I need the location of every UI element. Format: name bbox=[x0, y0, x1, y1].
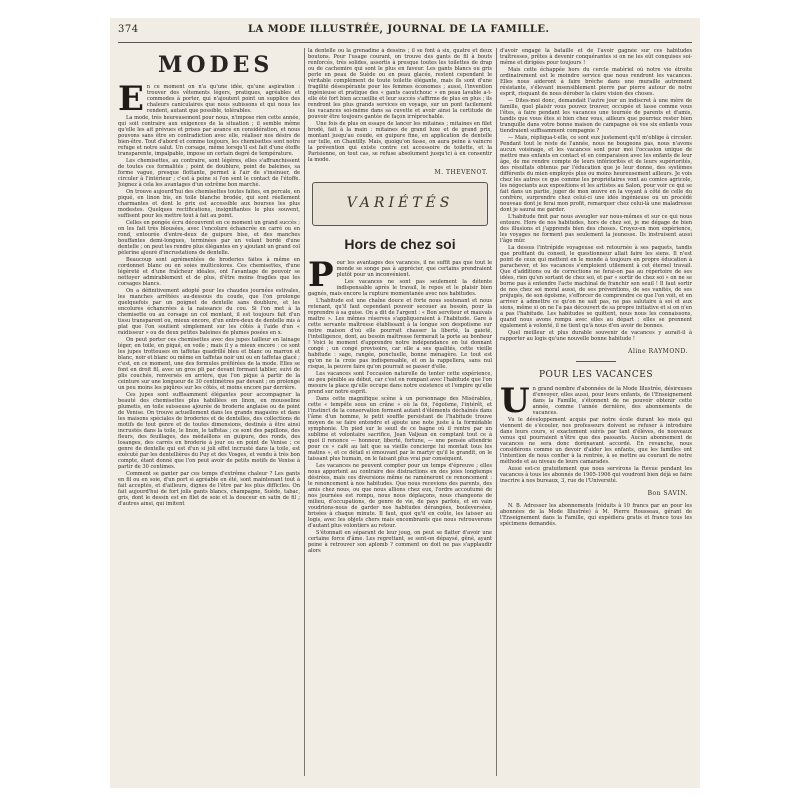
modes-continued-paragraph: la dentelle ou la grenadine à dessins ; il se font à six, quatre et deux boutons. Pour l'usage courant, on trouve des gants de fil à bouts renforcés, très solides, assortis à presque toutes les toilettes de drap ou de cachemire qui sont le plus en faveur. Les gants blancs ou gris perle en peau de Suède ou en peau glacée, restent cependant le véritable complément de toute toilette élégante, mais ils sont d'une fragilité désespérante pour les femmes économes ; aussi, l'invention ingénieuse et pratique des « gants caoutchouc » en peau lavable a-t-elle été fort bien accueillie et leur succès s'affirme de plus en plus ; ils rendront les plus grands services en voyage, sur un pont facilement les vacances soi-même dans sa cuvette et avoir ainsi la certitude de pouvoir être toujours gantée de façon irréprochable. bbox=[308, 48, 492, 120]
page-number: 374 bbox=[118, 24, 139, 35]
vacances-note: N. B. Adresser les abonnements (réduits à 10 francs par an pour les abonnées de la Mode Illustrée) à M. Pierre Rousseau, gérant de l'Enseignement dans la Famille, qui expédiera gratis et franco tous les spécimens demandés. bbox=[500, 503, 692, 527]
vacances-paragraph: Aussi est-ce gratuitement que nous servirons la Revue pendant les vacances à tous les abonnés de 1905-1906 qui voudront bien déjà se faire inscrire à nos bureaux, 3, rue de l'Université. bbox=[500, 466, 692, 484]
column-3 bbox=[500, 48, 692, 776]
modes-continued-paragraph: Une fois de plus on essaye de lancer les mitaines ; mitaines en filet brodé, fait à la main : mitaines de grand luxe et de grand prix, montant jusqu'au coude, en guipure fine, en application de dentelle sur tulle, en Chantilly. Mais, quoiqu'on fasse, on aura peine à vaincre la prévention qui existe contre cet accessoire de toilette, et la Parisienne, on tout cas, se refuse absolument jusqu'ici à en consentir la mode. bbox=[308, 121, 492, 163]
vacances-paragraph: U n grand nombre d'abonnées de la Mode Illustrée, désireuses d'envoyer, elles aussi, pour leurs enfants, de l'Enseignement dans la Famille, s'étonnent de ne pouvoir obtenir cette année, comme l'année dernière, des abonnements de vacances. bbox=[500, 381, 692, 421]
varietes-continued-paragraph: d'avoir engagé la bataille et de l'avoir gagnée sur ces habitudes traîtresses, prêtes à devenir conquérantes si on ne les eût conquises soi-même et dirigées pour toujours ! bbox=[500, 48, 692, 66]
varietes-paragraph: Les vacances ne sont pas seulement la détente indispensable après le travail, le repos et le plaisir bien gagnés, mais encore la rupture momentanée avec nos habitudes. bbox=[308, 279, 492, 297]
column-divider-2 bbox=[496, 48, 497, 776]
vacances-signature: Bon SAVIN. bbox=[647, 490, 688, 497]
modes-heading: MODES bbox=[158, 52, 274, 78]
modes-dropcap: E bbox=[118, 79, 144, 119]
varietes-dropcap: P bbox=[308, 255, 334, 295]
modes-paragraph: Beaucoup sont agrémentées de broderies faites à même en cordonnet blanc ou en soies multicolores. Ces chemisettes, d'une légèreté et d'une fraîcheur idéales, ont l'avantage de pouvoir se nettoyer admirablement et de plus, d'être moins fragiles que les corsages blancs. bbox=[118, 257, 300, 287]
column-2 bbox=[308, 48, 492, 776]
column-divider-1 bbox=[304, 48, 305, 776]
varietes-banner bbox=[312, 182, 488, 226]
section-divider bbox=[576, 361, 616, 362]
article-title-pour-les-vacances: POUR LES VACANCES bbox=[539, 370, 653, 380]
varietes-paragraph: L'habitude est une chaîne douce et forte nous soutenant et nous retenant, qu'il faut cependant pouvoir secouer au besoin, pour la reprendre à sa guise. On a dit de l'argent : « Bon serviteur et mauvais maître ». Les mêmes réserves s'appliqueraient à l'habitude. Gare à cette servante maîtresse établissant à la longue son despotisme sur notre maison d'où elle pourrait chasser la liberté, la gaieté, l'intelligence, dont, au besoin maîtresse fermerait la porte au bonheur ! Voici le moment d'apprendre notre indépendance en lui donnant congé ; un congé provisoire, car elle a ses qualités, cette vieille habitude : sage, rangée, ponctuelle, bonne ménagère. Le tout est qu'on ne la croie pas indispensable, et on la rappellera, sans nul risque, la peuvre faire qu'on pourrait se passer d'elle. bbox=[308, 298, 492, 370]
modes-signature: M. THEVENOT. bbox=[434, 169, 488, 176]
varietes-continued-paragraph: La dessus l'intrépide voyageuse est retournée à ses paquets, tandis que profitant du conseil, le questionneur allait faire les siens. Il n'est point de ceux qui mettent en le monde à toujours en propre éducation à parachever, et les vacances s'emploient utilement à cet éternel travail. Que d'additions ou de corrections ne ferai-on pas au répertoire de ses idées, rien qu'en sortant de chez soi, et par « sortir de chez soi » on ne se borne pas à entendre l'acte machinal de franchir son seuil ! Il faut sortir de nos chez soi moral aussi, de ses préventions, de ses vanités, de ses préjugés, de son égoïsme, s'efforcer de comprendre ce que l'on voit, et en arriver à admettre ce qu'on ne sait pas, ne pas salutaire à soi et aux siens, même si on ne l'a pas découvert de sa propre initiative et si on n'en a pas l'habitude. Les habitudes se quittent, nous nous les connaissons, quand nous avons rompu avec elles au départ ; elles se prennent également à volonté, il ne tient qu'à nous d'en avoir de bonnes. bbox=[500, 245, 692, 329]
column-1 bbox=[118, 48, 300, 776]
modes-paragraph: Ces jupes sont suffisamment élégantes pour accompagner la beauté des chemisettes plus habillées en linon, en mousseline plumetis, en toile suisseuse ajourée de broderie anglaise ou de point de Venise. On trouve actuellement dans les grands magasins et dans les maisons spéciales de broderies et de dentelles, des collections de motifs de tout genre et de toutes dimensions, destinés à être ainsi incrustés dans la toile, le linon, le taffetas ; ce sont des papillons, des fleurs, des feuillages, des médaillons en guipure, des ronds, des losanges, des carrés en broderie à jour ou en point de Venise ; ce genre de dentelle qui est d'un si joli effet incrusté dans la toile, est exécuté par les dentellières du Puy et des Vosges, et vendu à très bon compte, étant donné que l'on peut avoir de petits motifs de Venise à partir de 30 centimes. bbox=[118, 392, 300, 470]
article-title-hors-de-chez-soi: Hors de chez soi bbox=[344, 236, 456, 252]
magazine-page bbox=[110, 18, 700, 788]
varietes-paragraph: S'étonnait en séparant de leur joug, on peut se flatter d'avoir une certaine force d'âme. Les regrettant, se sent-on dépaysé, gêné, ayant peine à retrouver son aplomb ? comment on doit ne pas s'applaudir alors bbox=[308, 530, 492, 554]
varietes-paragraph: Dans cette magnifique scène à un personnage des Misérables, cette « tempête sous un crâne » où la foi, l'égoïsme, l'intérêt, et l'instinct de la conservation forment autant d'éléments déchaînés dans l'âme d'un homme, le petit souffle persistant de l'habitude trouve moyen de se faire entendre et ajoute une note juste à la formidable symphonie. Un pied sur le seuil de ce bagne où il rentre par un sublime et volontaire sacrifice, Jean Valjean en comptant tout ce à quoi il renonce — honneur, liberté, fortune, — une pensée attendrie pour ce « café au lait que sa vieille concierge lui montait tous les matins », et ce détail si émouvant par le martyr qu'il le grandit, on le laissant plus humain, on le faisant plus vrai par conséquent. bbox=[308, 396, 492, 462]
modes-paragraph: Comment se ganter par ces temps d'extrême chaleur ? Les gants en fil ou en soie, d'un port si agréable en été, sont maintenant tout à fait acceptés, et d'ailleurs, dignes de l'être par les plus difficiles. On fait aujourd'hui de fort jolis gants blancs, champagne, Suède, tabac, gris, dont le dessin est en filet de soie et la douceur en satin de fil ; d'autres ainsi, qui imitent bbox=[118, 471, 300, 507]
header-rule bbox=[118, 42, 692, 43]
varietes-continued-paragraph: — Dites-moi donc, demandait l'autre jour un indiscret à une mère de famille, quel plaisir vous pouvez trouver, occupée et lasse comme vous l'êtes, à faire pendant les vacances une tournée de parents et d'amis, tandis que vous êtes si bien chez vous, ailleurs que pourriez rester bien tranquille dans votre bonne maison de campagne où vos six enfants vous tiendraient suffisamment compagnie ? bbox=[500, 98, 692, 134]
modes-paragraph: E n ce moment on n'a qu'une idée, qu'une aspiration : trouver des vêtements légers, pratiques, agréables et commodes à porter, qui n'ajoutent point un supplice des chaleurs caniculaires que nous subissons et qui nous les rendent, autant que possible, tolérables. bbox=[118, 79, 300, 119]
varietes-signature: Aline RAYMOND. bbox=[628, 348, 688, 355]
modes-paragraph: On trouve aujourd'hui des chemisettes toutes faites, en percale, en piqué, en linon bis, en toile blanche brodée, qui sont réellement charmantes et dont le prix est accessible aux bourses les plus modestes. Quelques rectifications, insignifiantes le plus souvent, suffisent pour les mettre tout à fait au point. bbox=[118, 189, 300, 219]
varietes-paragraph: Les vacances sont l'occasion naturelle de tenter cette expérience, au peu pénible au début, car c'est en rompant avec l'habitude que l'on mesure la place qu'elle occupe dans notre existence et l'empire qu'elle prend sur notre esprit. bbox=[308, 371, 492, 395]
journal-title: LA MODE ILLUSTRÉE, JOURNAL DE LA FAMILLE. bbox=[248, 24, 550, 35]
varietes-continued-paragraph: Mais cette échappée hors du cercle matériel où notre vie étroite ordinairement est le moindre service que nous rendront les vacances. Elles nous aideront à faire brèche dans une muraille autrement résistante, s'élevant insensiblement pierre par pierre autour de notre esprit, risquant de nous dérober la claire vision des choses. bbox=[500, 67, 692, 97]
modes-paragraph: La mode, très heureusement pour nous, n'impose rien cette année, qui soit contraire aux exigences de la situation ; il semble même qu'elle les ait prévues et prises par avance en considération, et nous pouvons sans être en contradiction avec elle, réaliser nos désirs de bien-être. Tout d'abord et comme toujours, les chemisettes sont notre refuge et notre salut. Un corsage, même lorsqu'il est fait d'une étoffe transparente, impalpable, impose un certain degré de température. bbox=[118, 115, 300, 157]
varietes-paragraph: P our les avantages des vacances, il ne suffit pas que tout le monde se songe pas à apprécier, que certains prendraient plutôt pour un inconvénient. bbox=[308, 255, 492, 295]
vacances-dropcap: U bbox=[500, 381, 530, 421]
modes-paragraph: On peut porter ces chemisettes avec des jupes tailleur en lainage léger, en toile, en piqué, en voile ; mais il y a mieux encore : ce sont les jupes trotteuses en taffetas quadrillé bleu et blanc ou marron et blanc, noir et blanc ou même en taffetas noir uni ou en taffetas glacé ; c'est, en ce moment, une des formules préférées de la mode. Elles se font en droit fil, avec un gros pli par devant formant tablier, suivi de plis couchés, renversés en arrière, que l'on pique à partir de la ceinture sur une longueur de 30 centimètres par devant ; on prolonge un peu moins les piqûres sur les côtés, et moins encore par derrière. bbox=[118, 337, 300, 391]
varietes-continued-paragraph: — Mais, répliqua-t-elle, ce sont eux justement qu'il m'oblige à circuler. Pendant tout le reste de l'année, nous ne bougeons pas, nous n'avons aucun voisinage, et les vacances sont pour moi l'occasion unique de mettre mes enfants en contact et en comparaison avec les enfants de leur âge, de me rendre compte de leurs infériorités et de leurs supériorités, des résultats obtenus par l'éducation que je leur donne, des systèmes différents du mien employés plus ou moins heureusement ailleurs. Je vois chez les autres ce que comme les propriétaires vont au comice agricole, les négociants aux expositions et les artistes au Salon, pour voir ce qui se fait dans un partie, juger de mon œuvre en la voyant à côté de celle du confrère, surprendre chez celui-ci une idée ingénieuse ou un procédé nouveau dont je ferai mon profit, remarquer chez celui-là une maladresse dont je saurai me garder. bbox=[500, 135, 692, 213]
varietes-paragraph: Les vacances ne peuvent compter pour un temps d'épreuve ; elles nous apportent au contraire des distractions en des joies longtemps désirées, mais ces diversions même ne ramèneront ce renoncement : le renoncement à nos habitudes. Que nous recevions des parents, des amis chez nous, ou que nous allions chez eux, l'ordre accoutumé de nos journées est rompu, nous nous déplaçons, nous changeons de milieu, d'occupations, de genre de vie, de pays parfois, et en vain voudrions-nous de garder nos habitudes dérangées, bouleversées, brisées à chaque minute. Il faut, quoi qu'il en coûte, les laisser au logis, avec les objets chers mais encombrants que nous retrouverons d'autant plus volontiers au retour. bbox=[308, 463, 492, 529]
page-header bbox=[118, 24, 692, 40]
modes-paragraph: Celles en pongée écru découvrent en ce moment un grand succès ; on les fait très blousées, avec l'encolure échancrée en carré ou en rond, entourée d'entre-deux de guipure bise, et des manches bouffantes demi-longues, terminées par un volant bordé d'une dentelle ; on peut les rendre plus élégantes en y ajoutant un grand col pèlerine ajouré d'incrustations de dentelle. bbox=[118, 220, 300, 256]
vacances-paragraph: Vu le développement acquis par notre école durant les mois qui viennent de s'écouler, nos professeurs doivent se refuser à introduire dans leurs cours, si exactement suivis par tant d'élèves, de nouveaux venus qui pourraient n'être que des passants. Aucun abonnement de vacances ne sera donc dorénavant accordé. En revanche, nous considérons comme un devoir d'aider les enfants, que les familles ont l'intention de nous confier à la rentrée, à se mettre au courant de notre méthode et au niveau de leurs camarades. bbox=[500, 417, 692, 465]
varietes-continued-paragraph: Quel meilleur et plus durable souvenir de vacances y aurait-il à rapporter au logis qu'une nouvelle bonne habitude ! bbox=[500, 330, 692, 342]
varietes-banner-text: VARIÉTÉS bbox=[346, 195, 454, 211]
varietes-continued-paragraph: L'habitude finit par nous aveugler sur nous-mêmes et sur ce qui nous entoure. Hors de nos habitudes, hors de chez soi, je me dégage de bien des illusions et j'apprends bien des choses. Croyez-en mon expérience, les voyages ne forment pas seulement la jeunesse. Ils instruisent aussi l'âge mûr. bbox=[500, 214, 692, 244]
modes-paragraph: Les chemisettes, au contraire, sont légères, elles s'affranchissent de toutes ces formalités ; point de doublure, point de baleines, sa forme vague, presque flottante, permet à l'air de s'insinuer, de circuler à l'intérieur ; c'est à peine si l'on sent le contact de l'étoffe. Joignez à cela les avantages d'un extrême bon marché. bbox=[118, 158, 300, 188]
modes-paragraph: On a définitivement adopté pour les chaudes journées estivales, les manches arrêtées au-dessous du coude, que l'on prolonge quelquefois par un poignet de dentelle sans doublure, et les encolures échancrées à la naissance du cou. Si l'on met à la chemisette ou au corsage un col montant, il est toujours fait d'un tissu transparent ou, mieux encore, d'un entre-deux de dentelle mis à plat que l'on soutient simplement sur les côtés à l'aide d'un « raidisseur » ou de deux petites baleines de plumes posées en x. bbox=[118, 288, 300, 336]
